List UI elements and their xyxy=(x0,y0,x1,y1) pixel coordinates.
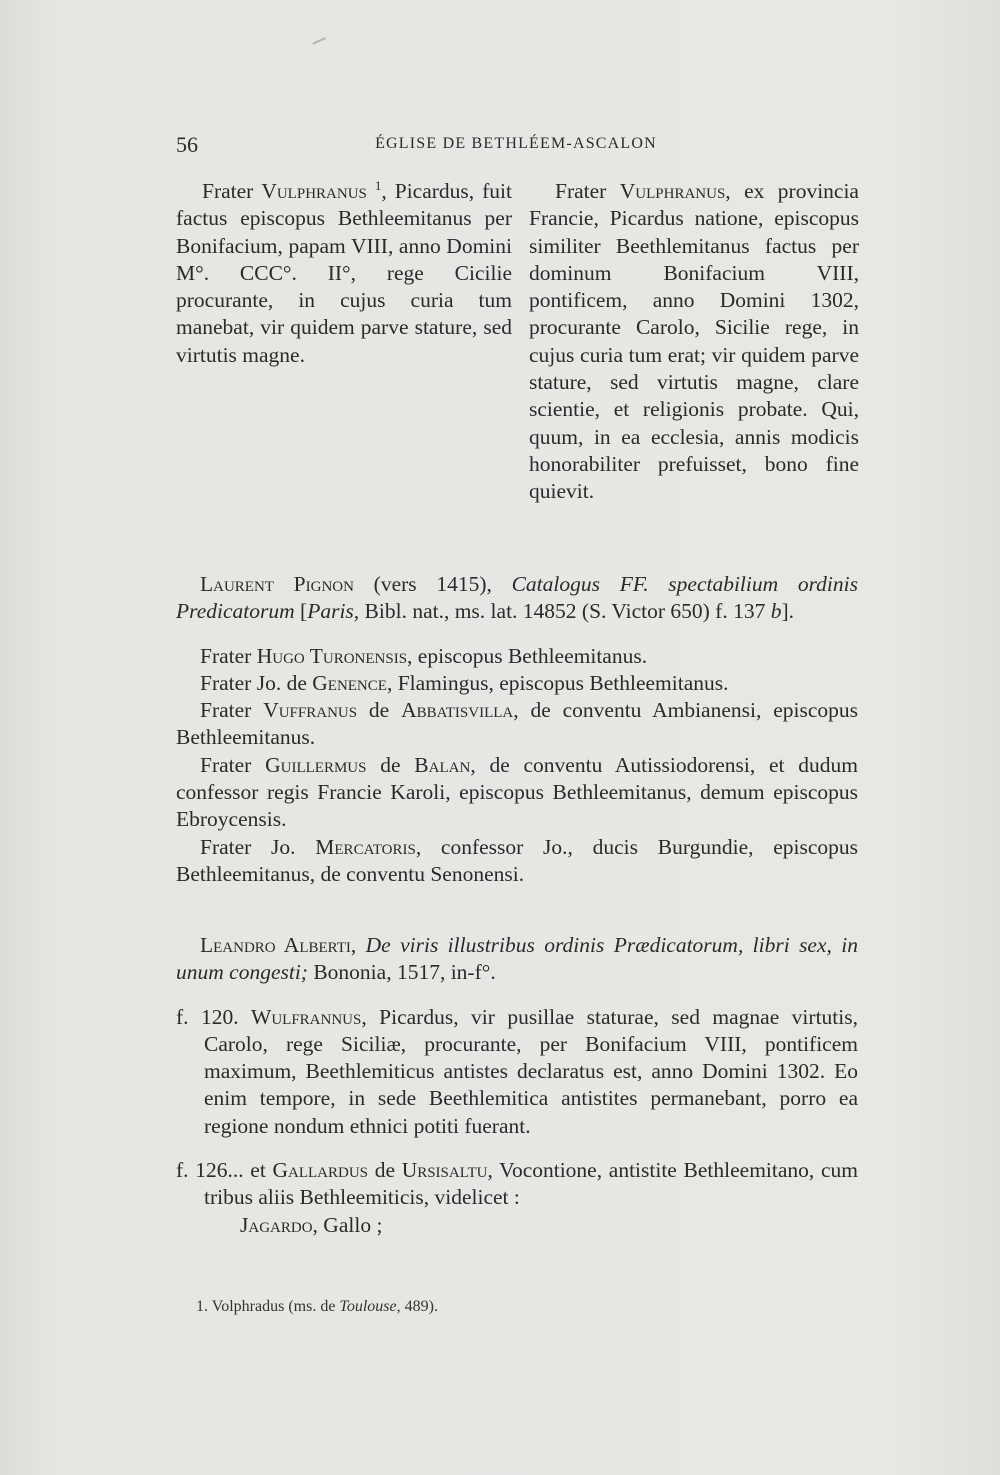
left-column-text xyxy=(176,178,512,369)
pignon-entry-3: Frater Vuffranus de Abbatisvilla, de conventu Ambianensi, episcopus Bethleemitanus. xyxy=(176,698,858,750)
pignon-source: Bibl. nat., ms. lat. 14852 (S. Victor 650) f. 137 xyxy=(359,599,771,624)
alberti-citation: Leandro Alberti, De viris illustribus ordinis Prædicatorum, libri sex, in unum congesti; Bononia, 1517, in-f°. xyxy=(176,933,858,985)
pignon-bracket-open: [ xyxy=(294,599,308,624)
alberti-section xyxy=(176,932,858,1239)
left-name: Vulphranus xyxy=(261,179,367,203)
footnote-reference: 1 xyxy=(374,177,382,193)
pignon-entry-1: Frater Hugo Turonensis, episcopus Bethleemitanus. xyxy=(200,643,648,668)
pignon-date: (vers 1415), xyxy=(353,572,512,596)
right-name: Vulphranus xyxy=(619,179,726,203)
right-prefix: Frater xyxy=(555,179,620,203)
page-number: 56 xyxy=(176,132,198,157)
running-title: ÉGLISE DE BETHLÉEM-ASCALON xyxy=(375,135,657,152)
alberti-author: Leandro Alberti xyxy=(200,933,351,957)
stray-mark xyxy=(312,37,326,45)
pignon-entry-5: Frater Jo. Mercatoris, confessor Jo., ducis Burgundie, episcopus Bethleemitanus, de conventu Senonensi. xyxy=(176,834,858,886)
pignon-citation xyxy=(176,571,858,626)
pignon-entry-4: Frater Guillermus de Balan, de conventu Autissiodorensi, et dudum confessor regis Francie Karoli, episcopus Bethleemitanus, demum episcopus Ebroycensis. xyxy=(176,752,858,832)
pignon-bracket-close: ]. xyxy=(781,599,795,624)
pignon-entry-2: Frater Jo. de Genence, Flamingus, episcopus Bethleemitanus. xyxy=(200,670,729,695)
pignon-folio-side: b xyxy=(770,599,782,624)
alberti-title: De viris illustribus ordinis Prædicatorum, libri sex, in unum congesti; xyxy=(176,933,858,985)
left-prefix: Frater xyxy=(202,179,262,203)
footnote: 1. Volphradus (ms. de Toulouse, 489). xyxy=(196,1298,438,1315)
pignon-section xyxy=(176,571,858,888)
alberti-f120: f. 120. Wulfrannus, Picardus, vir pusillae staturae, sed magnae virtutis, Carolo, rege Siciliæ, procurante, per Bonifacium VIII, pontificem maximum, Beethlemiticus antistes declaratus est, anno Domini 1302. Eo enim tempore, in sede Beethlemitica antistites permanebant, porro ea regione nondum ethnici potiti fuerant. xyxy=(176,1004,858,1138)
pignon-place: Paris, xyxy=(307,599,360,624)
right-body: , ex provincia Francie, Picardus natione, episcopus similiter Beethlemitanus factus per dominum Bonifacium VIII, pontificem, anno Domini 1302, procurante Carolo, Sicilie rege, in cujus curia tum erat; vir quidem parve stature, sed virtutis magne, clare scientie, et religionis probate. Qui, quum, in ea ecclesia, annis modicis honorabiliter prefuisset, bono fine quievit. xyxy=(529,179,859,504)
alberti-f126: f. 126... et Gallardus de Ursisaltu, Vocontione, antistite Bethleemitano, cum tribus aliis Bethleemiticis, videlicet : xyxy=(176,1158,858,1210)
alberti-f126-sub: Jagardo, Gallo ; xyxy=(240,1212,383,1237)
page-header xyxy=(176,132,856,158)
pignon-author: Laurent Pignon xyxy=(200,572,354,596)
left-body: , Picardus, fuit factus episcopus Bethleemitanus per Bonifacium, papam VIII, anno Domini M°. CCC°. II°, rege Cicilie procurante, in cujus curia tum manebat, vir quidem parve stature, sed virtutis magne. xyxy=(176,179,513,367)
alberti-imprint: Bononia, 1517, in-f°. xyxy=(307,960,496,985)
right-column-text xyxy=(529,178,859,506)
pignon-title: Catalogus FF. spectabilium ordinis Predicatorum xyxy=(176,572,858,624)
